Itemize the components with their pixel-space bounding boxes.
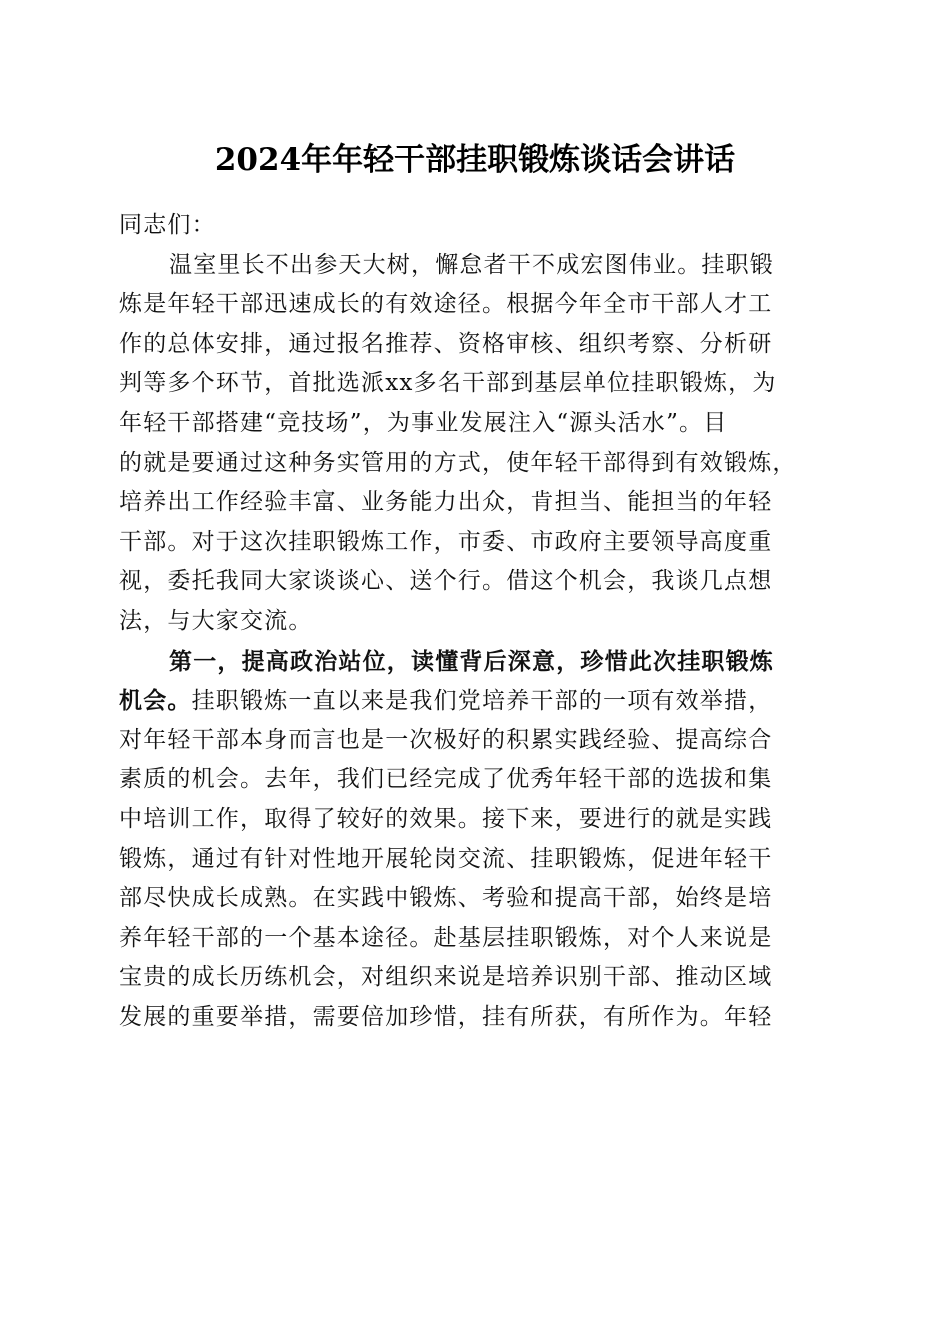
paragraph-1-line-10: 法，与大家交流。 (119, 607, 313, 634)
paragraph-1-line-7: 培养出工作经验丰富、业务能力出众，肯担当、能担当的年轻 (119, 489, 773, 516)
paragraph-1-line-3: 作的总体安排，通过报名推荐、资格审核、组织考察、分析研 (119, 330, 773, 357)
paragraph-2-line-8: 养年轻干部的一个基本途径。赴基层挂职锻炼，对个人来说是 (119, 924, 773, 951)
paragraph-2-heading-end: 机会。 (119, 687, 192, 715)
paragraph-2-line-2-text: 挂职锻炼一直以来是我们党培养干部的一项有效举措， (191, 688, 773, 715)
paragraph-2-line-3: 对年轻干部本身而言也是一次极好的积累实践经验、提高综合 (119, 726, 773, 753)
paragraph-2-line-2 (119, 681, 831, 721)
paragraph-1-line-5: 年轻干部搭建“竞技场”，为事业发展注入“源头活水”。目 (119, 409, 728, 436)
paragraph-2-heading: 第一，提高政治站位，读懂背后深意，珍惜此次挂职锻炼 (169, 647, 774, 675)
salutation: 同志们： (119, 212, 216, 238)
paragraph-2-line-4: 素质的机会。去年，我们已经完成了优秀年轻干部的选拔和集 (119, 766, 773, 793)
paragraph-2-line-9: 宝贵的成长历练机会，对组织来说是培养识别干部、推动区域 (119, 964, 773, 991)
paragraph-1-line-8: 干部。对于这次挂职锻炼工作，市委、市政府主要领导高度重 (119, 528, 773, 555)
paragraph-1-line-2: 炼是年轻干部迅速成长的有效途径。根据今年全市干部人才工 (119, 291, 773, 318)
paragraph-1-line-6: 的就是要通过这种务实管用的方式，使年轻干部得到有效锻炼， (119, 449, 797, 476)
paragraph-1-line-4: 判等多个环节，首批选派xx多名干部到基层单位挂职锻炼，为 (119, 370, 777, 397)
paragraph-2-line-5: 中培训工作，取得了较好的效果。接下来，要进行的就是实践 (119, 805, 773, 832)
document-title: 2024年年轻干部挂职锻炼谈话会讲话 (214, 142, 736, 178)
paragraph-1-line-1: 温室里长不出参天大树，懈怠者干不成宏图伟业。挂职锻 (169, 251, 774, 278)
document-body (119, 206, 831, 1037)
paragraph-2-line-6: 锻炼，通过有针对性地开展轮岗交流、挂职锻炼，促进年轻干 (119, 845, 773, 872)
paragraph-2-line-10: 发展的重要举措，需要倍加珍惜，挂有所获，有所作为。年轻 (119, 1003, 773, 1030)
paragraph-2-line-7: 部尽快成长成熟。在实践中锻炼、考验和提高干部，始终是培 (119, 885, 773, 912)
paragraph-1-line-9: 视，委托我同大家谈谈心、送个行。借这个机会，我谈几点想 (119, 568, 773, 595)
